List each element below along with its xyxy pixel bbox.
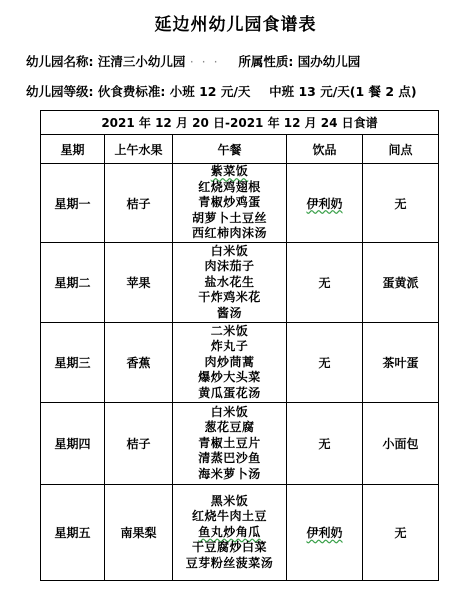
lunch-cell (173, 403, 287, 485)
ellipsis-mark: · · · (189, 54, 220, 69)
snack-cell: 蛋黄派 (363, 243, 439, 323)
weekday-cell: 星期二 (41, 243, 105, 323)
drink-cell: 伊利奶 (287, 485, 363, 581)
snack-cell: 无 (363, 164, 439, 243)
weekday-cell: 星期五 (41, 485, 105, 581)
table-header-row (41, 135, 439, 164)
dish: 紫菜饭 (210, 164, 249, 179)
dish: 爆炒大头菜 (198, 370, 261, 385)
fee-middle-class: 中班 13 元/天(1 餐 2 点) (269, 84, 417, 99)
table-row (41, 164, 439, 243)
fee-info-line (26, 82, 417, 100)
grade-label: 幼儿园等级: (26, 84, 94, 99)
header-fruit: 上午水果 (105, 135, 173, 164)
snack-cell: 茶叶蛋 (363, 323, 439, 403)
lunch-cell (173, 243, 287, 323)
drink-cell: 无 (287, 243, 363, 323)
nature-value: 国办幼儿园 (297, 54, 361, 69)
weekday-cell: 星期一 (41, 164, 105, 243)
header-weekday: 星期 (41, 135, 105, 164)
dish: 青椒炒鸡蛋 (198, 195, 261, 210)
fruit-cell: 苹果 (105, 243, 173, 323)
dish: 红烧鸡翅根 (198, 179, 261, 194)
dish: 胡萝卜土豆丝 (191, 210, 267, 225)
dish: 黄瓜蛋花汤 (198, 385, 261, 400)
menu-table (40, 110, 439, 581)
dish: 海米萝卜汤 (198, 466, 261, 481)
dish: 二米饭 (210, 323, 249, 338)
fruit-cell: 桔子 (105, 403, 173, 485)
weekday-cell: 星期四 (41, 403, 105, 485)
page-title: 延边州幼儿园食谱表 (154, 15, 317, 35)
table-row (41, 403, 439, 485)
dish: 白米饭 (210, 404, 249, 419)
fee-label: 伙食费标准: (97, 84, 166, 99)
lunch-cell (173, 485, 287, 581)
lunch-cell (173, 164, 287, 243)
dish: 黑米饭 (210, 493, 249, 508)
dish: 盐水花生 (204, 274, 255, 289)
name-value: 汪清三小幼儿园 (97, 54, 186, 69)
dish: 西红柿肉沫汤 (191, 226, 267, 241)
table-caption: 2021 年 12 月 20 日-2021 年 12 月 24 日食谱 (41, 111, 439, 135)
fee-small-class: 小班 12 元/天 (169, 84, 251, 99)
dish: 葱花豆腐 (204, 420, 255, 435)
nature-label: 所属性质: (238, 54, 294, 69)
header-drink: 饮品 (287, 135, 363, 164)
fruit-cell: 香蕉 (105, 323, 173, 403)
table-row (41, 243, 439, 323)
snack-cell: 小面包 (363, 403, 439, 485)
dish: 鱼丸炒角瓜 (198, 524, 261, 539)
weekday-cell: 星期三 (41, 323, 105, 403)
dish: 豆芽粉丝菠菜汤 (185, 555, 274, 570)
dish: 青椒土豆片 (198, 435, 261, 450)
dish: 红烧牛肉土豆 (191, 509, 267, 524)
dish: 肉沫茄子 (204, 259, 255, 274)
table-row (41, 323, 439, 403)
dish: 酱汤 (216, 305, 242, 320)
dish: 干炸鸡米花 (198, 290, 261, 305)
dish: 白米饭 (210, 243, 249, 258)
header-lunch: 午餐 (173, 135, 287, 164)
kindergarten-info-line (26, 52, 360, 70)
dish: 肉炒茼蒿 (204, 354, 255, 369)
drink-cell: 无 (287, 323, 363, 403)
dish: 炸丸子 (210, 339, 249, 354)
dish: 清蒸巴沙鱼 (198, 451, 261, 466)
dish: 干豆腐炒白菜 (191, 540, 267, 555)
snack-cell: 无 (363, 485, 439, 581)
header-snack: 间点 (363, 135, 439, 164)
table-row (41, 485, 439, 581)
fruit-cell: 南果梨 (105, 485, 173, 581)
drink-cell: 无 (287, 403, 363, 485)
name-label: 幼儿园名称: (26, 54, 94, 69)
drink-cell: 伊利奶 (287, 164, 363, 243)
fruit-cell: 桔子 (105, 164, 173, 243)
lunch-cell (173, 323, 287, 403)
